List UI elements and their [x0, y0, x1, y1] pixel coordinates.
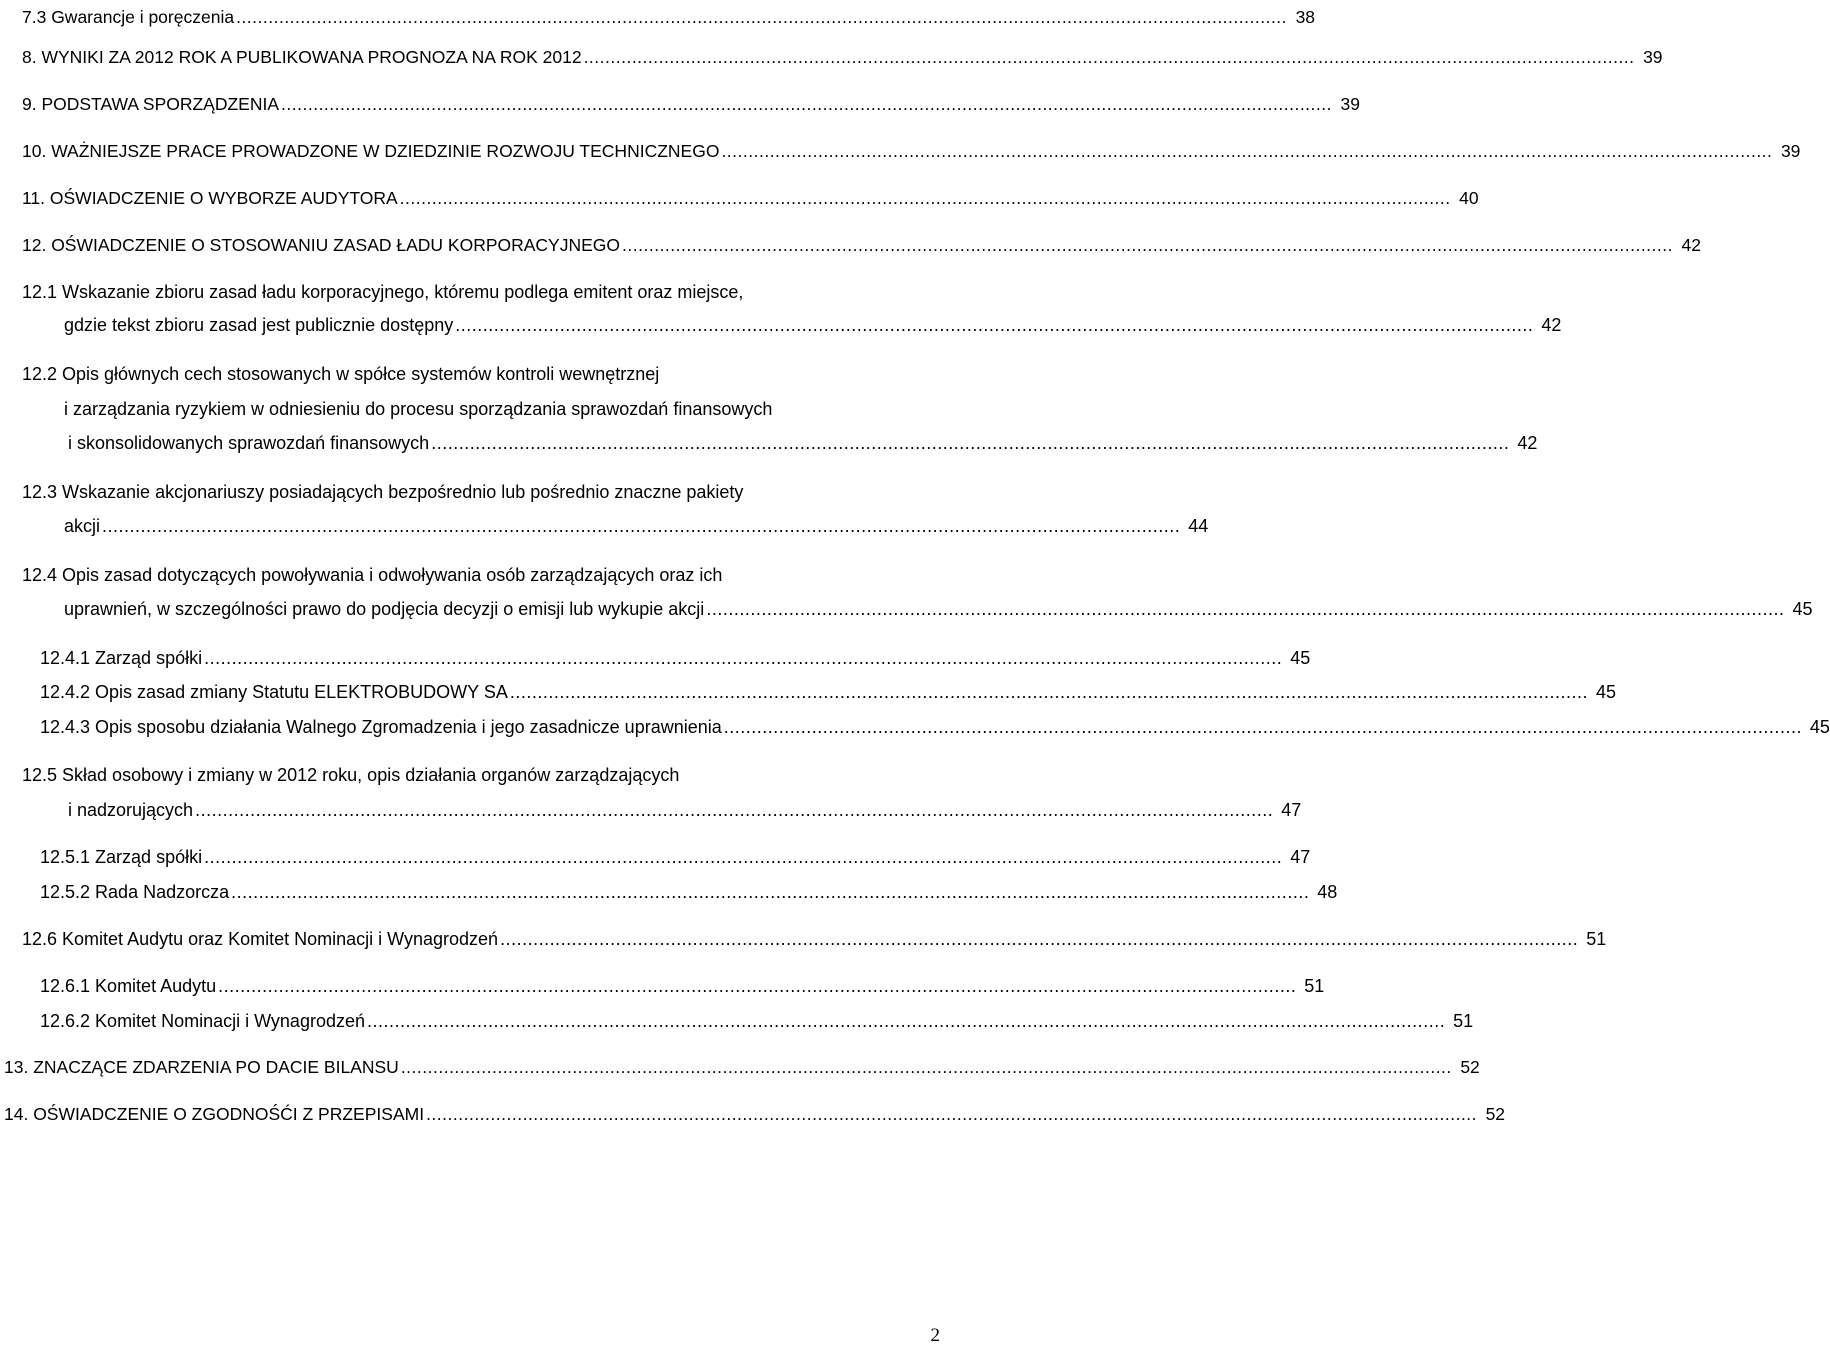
toc-leader-dots: .................................................................................................................................................................................................... [367, 1011, 1446, 1031]
toc-leader-dots: .................................................................................................................................................................................................... [431, 433, 1510, 453]
toc-entry[interactable] [0, 134, 1801, 162]
toc-entry-page: 42 [1681, 235, 1701, 255]
toc-leader-dots: .................................................................................................................................................................................................... [583, 47, 1635, 67]
toc-entry-continuation[interactable] [0, 308, 1562, 336]
toc-entry-title: 14. OŚWIADCZENIE O ZGODNOŚĆI Z PRZEPISAMI [4, 1104, 425, 1124]
toc-entry-continuation[interactable] [0, 793, 1302, 821]
toc-entry[interactable] [0, 1097, 1506, 1125]
toc-entry[interactable] [0, 357, 960, 385]
toc-leader-dots: .................................................................................................................................................................................................... [236, 7, 1288, 27]
toc-entry-title: 12.5.2 Rada Nadzorcza [40, 882, 230, 902]
toc-leader-dots: .................................................................................................................................................................................................... [622, 235, 1673, 255]
toc-entry-page: 39 [1780, 141, 1801, 161]
toc-entry[interactable] [0, 675, 1617, 703]
toc-entry-page: 51 [1453, 1011, 1474, 1031]
toc-entry[interactable] [0, 875, 1338, 903]
toc-entry-page: 39 [1340, 94, 1360, 114]
toc-leader-dots: .................................................................................................................................................................................................... [231, 882, 1310, 902]
toc-leader-dots: .................................................................................................................................................................................................... [400, 1057, 1452, 1077]
toc-leader-dots: .................................................................................................................................................................................................... [706, 599, 1785, 619]
toc-entry[interactable] [0, 1050, 1480, 1078]
toc-entry-title: 12.4.2 Opis zasad zmiany Statutu ELEKTROBUDOWY SA [40, 682, 508, 702]
toc-leader-dots: .................................................................................................................................................................................................... [102, 516, 1181, 536]
toc-entry[interactable] [0, 641, 1311, 669]
toc-entry-page: 38 [1295, 7, 1316, 27]
toc-entry-page: 45 [1809, 717, 1830, 737]
toc-entry-page: 45 [1596, 682, 1617, 702]
toc-entry-title: 7.3 Gwarancje i poręczenia [22, 7, 235, 27]
toc-entry[interactable] [0, 87, 1360, 115]
toc-entry[interactable] [0, 558, 960, 586]
toc-entry[interactable] [0, 181, 1479, 209]
toc-leader-dots: .................................................................................................................................................................................................... [500, 929, 1579, 949]
toc-entry-page: 40 [1459, 188, 1479, 208]
toc-leader-dots: .................................................................................................................................................................................................... [195, 800, 1274, 820]
toc-entry-page: 45 [1290, 648, 1311, 668]
toc-entry-title: 9. PODSTAWA SPORZĄDZENIA [22, 94, 280, 114]
toc-entry-page: 48 [1317, 882, 1338, 902]
toc-entry-continuation[interactable] [0, 592, 1813, 620]
toc-entry-title: 12.5 Skład osobowy i zmiany w 2012 roku, opis działania organów zarządzających [22, 765, 680, 785]
toc-leader-dots: .................................................................................................................................................................................................... [204, 648, 1283, 668]
toc-entry[interactable] [0, 1004, 1474, 1032]
toc-entry[interactable] [0, 710, 1830, 738]
toc-entry-page: 51 [1304, 976, 1325, 996]
toc-leader-dots: .................................................................................................................................................................................................... [426, 1104, 1478, 1124]
toc-entry-page: 47 [1290, 847, 1311, 867]
toc-entry-page: 52 [1460, 1057, 1480, 1077]
toc-entry-title: akcji [64, 516, 101, 536]
toc-entry-page: 51 [1586, 929, 1607, 949]
toc-leader-dots: .................................................................................................................................................................................................... [281, 94, 1332, 114]
toc-entry-title: 10. WAŻNIEJSZE PRACE PROWADZONE W DZIEDZINIE ROZWOJU TECHNICZNEGO [22, 141, 720, 161]
toc-entry-continuation[interactable] [0, 509, 1209, 537]
toc-entry[interactable] [0, 475, 960, 503]
toc-entry-title: 12.4.3 Opis sposobu działania Walnego Zgromadzenia i jego zasadnicze uprawnienia [40, 717, 722, 737]
toc-entry[interactable] [0, 0, 1316, 28]
toc-entry[interactable] [0, 275, 960, 303]
toc-entry-continuation[interactable] [0, 426, 1538, 454]
toc-entry-title: i zarządzania ryzykiem w odniesieniu do procesu sporządzania sprawozdań finansowych [64, 399, 773, 419]
toc-entry-page: 45 [1792, 599, 1813, 619]
toc-entry-title: 12. OŚWIADCZENIE O STOSOWANIU ZASAD ŁADU KORPORACYJNEGO [22, 235, 621, 255]
toc-entry-page: 52 [1485, 1104, 1506, 1124]
toc-entry-page: 42 [1541, 315, 1562, 335]
toc-entry-title: 12.1 Wskazanie zbioru zasad ładu korporacyjnego, któremu podlega emitent oraz miejsce, [22, 282, 744, 302]
toc-entry-page: 47 [1281, 800, 1302, 820]
toc-leader-dots: .................................................................................................................................................................................................... [721, 141, 1773, 161]
toc-entry[interactable] [0, 228, 1701, 256]
toc-entry-title: 12.3 Wskazanie akcjonariuszy posiadających bezpośrednio lub pośrednio znaczne pakiety [22, 482, 744, 502]
toc-entry-title: 8. WYNIKI ZA 2012 ROK A PUBLIKOWANA PROGNOZA NA ROK 2012 [22, 47, 582, 67]
toc-entry-title: 13. ZNACZĄCE ZDARZENIA PO DACIE BILANSU [4, 1057, 399, 1077]
page-number: 2 [930, 1325, 940, 1346]
toc-entry-continuation [0, 392, 960, 420]
toc-entry-page: 44 [1188, 516, 1209, 536]
toc-entry-title: 12.2 Opis głównych cech stosowanych w spółce systemów kontroli wewnętrznej [22, 364, 660, 384]
toc-entry-title: 12.6.2 Komitet Nominacji i Wynagrodzeń [40, 1011, 365, 1031]
toc-entry-title: 12.6.1 Komitet Audytu [40, 976, 217, 996]
toc-entry-title: gdzie tekst zbioru zasad jest publicznie dostępny [64, 315, 454, 335]
toc-leader-dots: .................................................................................................................................................................................................... [455, 315, 1534, 335]
toc-entry-title: 12.6 Komitet Audytu oraz Komitet Nominacji i Wynagrodzeń [22, 929, 499, 949]
toc-leader-dots: .................................................................................................................................................................................................... [204, 847, 1283, 867]
toc-entry-title: 11. OŚWIADCZENIE O WYBORZE AUDYTORA [22, 188, 398, 208]
toc-entry[interactable] [0, 922, 1607, 950]
toc-entry[interactable] [0, 840, 1311, 868]
toc-entry-title: uprawnień, w szczególności prawo do podjęcia decyzji o emisji lub wykupie akcji [64, 599, 705, 619]
toc-entry-title: i nadzorujących [68, 800, 194, 820]
toc-entry-title: i skonsolidowanych sprawozdań finansowych [68, 433, 430, 453]
toc-leader-dots: .................................................................................................................................................................................................... [218, 976, 1297, 996]
toc-entry[interactable] [0, 758, 960, 786]
toc-entry-title: 12.5.1 Zarząd spółki [40, 847, 203, 867]
toc-entry[interactable] [0, 40, 1663, 68]
toc-entry-title: 12.4 Opis zasad dotyczących powoływania i odwoływania osób zarządzających oraz ich [22, 565, 723, 585]
toc-entry-page: 42 [1517, 433, 1538, 453]
toc-leader-dots: .................................................................................................................................................................................................... [723, 717, 1802, 737]
toc-entry-title: 12.4.1 Zarząd spółki [40, 648, 203, 668]
toc-leader-dots: .................................................................................................................................................................................................... [399, 188, 1451, 208]
toc-leader-dots: .................................................................................................................................................................................................... [509, 682, 1589, 702]
toc-entry-page: 39 [1643, 47, 1663, 67]
toc-entry[interactable] [0, 969, 1325, 997]
